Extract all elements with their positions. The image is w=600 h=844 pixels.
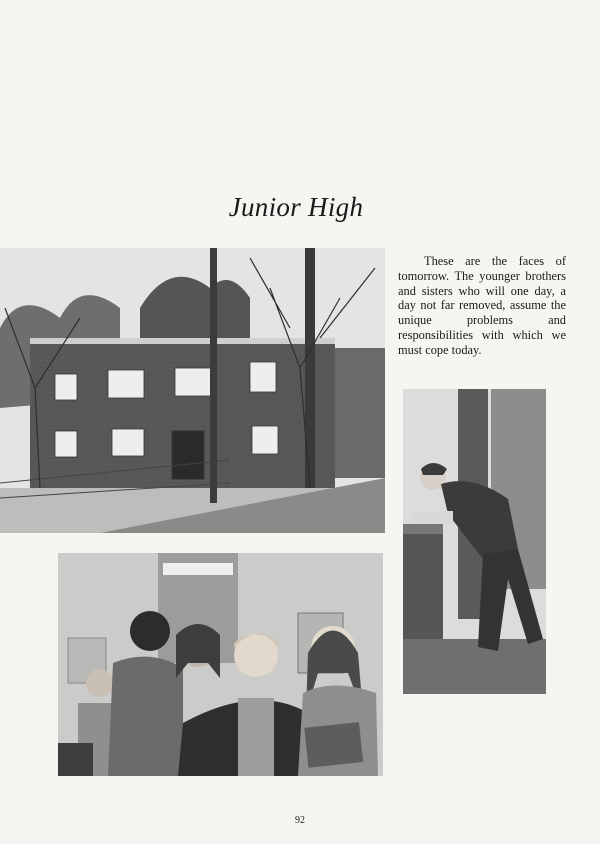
school-building-photo	[0, 248, 385, 533]
caption-text: These are the faces of tomorrow. The younger brothers and sisters who will one day, a day not far removed, assume the unique problems and responsibilities with which we must cope today.	[398, 254, 566, 357]
drinking-fountain-photo	[403, 389, 546, 694]
page-title: Junior High	[228, 192, 364, 222]
page-number: 92	[295, 815, 305, 826]
students-hallway-photo	[58, 553, 383, 776]
